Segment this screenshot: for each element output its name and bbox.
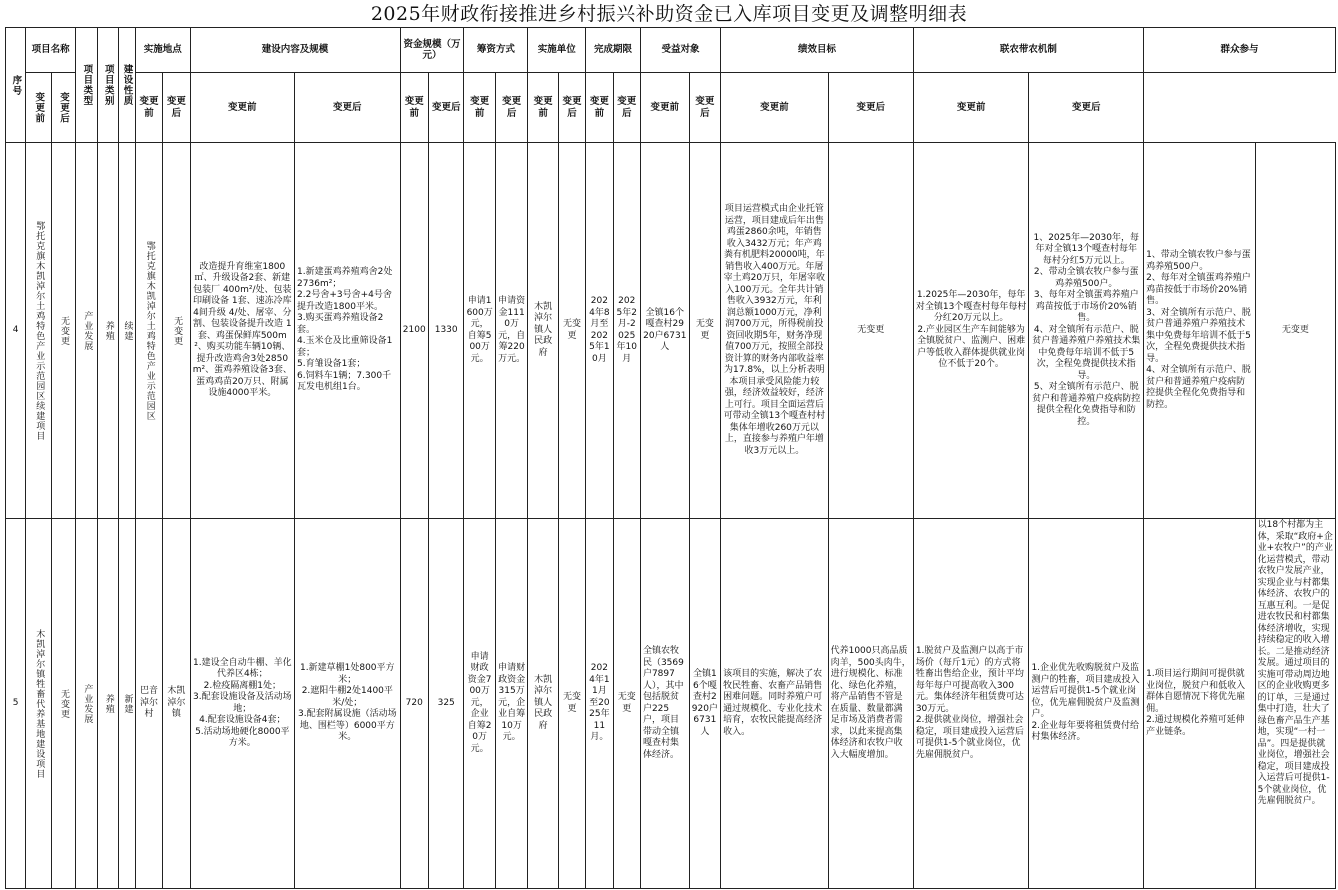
cell-funding-before: 申请财政资金700万元，企业自筹20万元。 xyxy=(464,519,495,889)
subheader-after: 变更后 xyxy=(613,73,640,143)
cell-linkage-after: 1、2025年—2030年，每年对全镇13个嘎查村每年每村分红5万元以上。 2、带动全镇农牧户参与蛋鸡养殖500户。 3、每年对全镇蛋鸡养殖户鸡苗按低于市场价20%销售。 4、对全镇所有示范户、脱贫户普通养殖户养殖技术集中免费每年培训不低于5次，全程免费提供技术指导。 5、对全镇所有示范户、脱贫户和普通养殖户疫病防控提供全程化免费指导和防控。 xyxy=(1029,143,1144,519)
cell-participation-after: 无变更 xyxy=(1255,143,1335,519)
cell-beneficiary-before: 全镇农牧民（3569户7897人），其中包括脱贫户225户，项目带动全镇嘎查村集体经济。 xyxy=(640,519,689,889)
cell-funding-before: 申请1600万元，自筹500万元。 xyxy=(464,143,495,519)
cell-participation-before: 1.项目运行期间可提供就业岗位，脱贫户和低收入群体自愿情况下将优先雇佣。 2.通过规模化养殖可延伸产业链条。 xyxy=(1144,519,1256,889)
table-row xyxy=(6,143,1336,519)
header-linkage: 联农带农机制 xyxy=(913,28,1143,73)
cell-unit-before: 木凯淖尔镇人民政府 xyxy=(528,519,558,889)
header-deadline: 完成期限 xyxy=(586,28,641,73)
header-project-type: 项目类型 xyxy=(75,28,97,143)
cell-funds-before: 2100 xyxy=(400,143,428,519)
subheader-after: 变更后 xyxy=(495,73,527,143)
cell-deadline-before: 2024年11月至2025年11月。 xyxy=(586,519,613,889)
cell-beneficiary-after: 全镇16个嘎查村2920户6731人 xyxy=(689,519,720,889)
subheader-before: 变更前 xyxy=(721,73,829,143)
page-title: 2025年财政衔接推进乡村振兴补助资金已入库项目变更及调整明细表 xyxy=(370,3,968,25)
cell-nature: 续建 xyxy=(118,143,135,519)
table-row xyxy=(6,519,1336,889)
header-funding: 筹资方式 xyxy=(464,28,528,73)
cell-location-before: 鄂托克旗木凯淖尔土鸡特色产业示范园区 xyxy=(135,143,162,519)
cell-linkage-before: 1.脱贫户及监测户以高于市场价（每斤1元）的方式将牲畜出售给企业，预计平均每年每户可提高收入300元。集体经济年租赁费可达30万元。 2.提供就业岗位，增强社会稳定，项目建成投入运营后可提供1-5个就业岗位，优先雇佣脱贫户。 xyxy=(913,519,1029,889)
cell-performance-after: 代养1000只高品质肉羊，500头肉牛，进行规模化、标准化、绿色化养殖，将产品销售不管是在质量、数量都满足市场及消费者需求，以此来提高集体经济和农牧户收入大幅度增加。 xyxy=(828,519,913,889)
cell-location-after: 木凯淖尔镇 xyxy=(163,519,190,889)
cell-deadline-after: 无变更 xyxy=(613,519,640,889)
cell-unit-after: 无变更 xyxy=(558,143,585,519)
subheader-before: 变更前 xyxy=(135,73,162,143)
cell-linkage-after: 1.企业优先收购脱贫户及监测户的牲畜，项目建成投入运营后可提供1-5个就业岗位，优先雇佣脱贫户及监测户。 2.企业每年要将租赁费付给村集体经济。 xyxy=(1029,519,1144,889)
cell-unit-after: 无变更 xyxy=(558,519,585,889)
subheader-after: 变更后 xyxy=(1029,73,1144,143)
cell-name-after: 无变更 xyxy=(51,519,75,889)
cell-name-before: 木凯淖尔镇牲畜代养基地建设项目 xyxy=(26,519,51,889)
cell-linkage-before: 1.2025年—2030年，每年对全镇13个嘎查村每年每村分红20万元以上。 2.产业园区生产车间能够为全镇脱贫户、监测户、困难户等低收入群体提供就业岗位不低于20个。 xyxy=(913,143,1029,519)
header-beneficiary: 受益对象 xyxy=(640,28,720,73)
cell-deadline-after: 2025年2月-2025年10月 xyxy=(613,143,640,519)
subheader-after: 变更后 xyxy=(163,73,190,143)
cell-location-before: 巴音淖尔村 xyxy=(135,519,162,889)
header-project-name: 项目名称 xyxy=(26,28,76,73)
subheader-before: 变更前 xyxy=(190,73,294,143)
project-change-table xyxy=(5,27,1336,889)
cell-beneficiary-after: 无变更 xyxy=(689,143,720,519)
header-project-category: 项目类别 xyxy=(98,28,118,143)
subheader-before: 变更前 xyxy=(528,73,558,143)
cell-category: 养殖 xyxy=(98,519,118,889)
cell-category: 养殖 xyxy=(98,143,118,519)
cell-content-after: 1.新建蛋鸡养殖鸡舍2处2736m²； 2.2号舍+3号舍+4号舍提升改造1800平米。 3.购买蛋鸡养殖设备2套。 4.玉米仓及比重筛设备1套； 5.育雏设备1套； 6.饲料车1辆；7.300千瓦发电机组1台。 xyxy=(295,143,401,519)
cell-seq: 5 xyxy=(6,519,26,889)
cell-nature: 新建 xyxy=(118,519,135,889)
header-unit: 实施单位 xyxy=(528,28,586,73)
subheader-after: 变更后 xyxy=(295,73,401,143)
cell-deadline-before: 2024年8月至2025年10月 xyxy=(586,143,613,519)
subheader-after: 变更后 xyxy=(828,73,913,143)
header-seq: 序号 xyxy=(6,28,26,143)
cell-unit-before: 木凯淖尔镇人民政府 xyxy=(528,143,558,519)
subheader-before: 变更前 xyxy=(464,73,495,143)
cell-funds-before: 720 xyxy=(400,519,428,889)
cell-content-after: 1.新建草棚1处800平方米； 2.遮阳牛棚2处1400平米/处； 3.配套附属设施（活动场地、围栏等）6000平方米。 xyxy=(295,519,401,889)
cell-funding-after: 申请资金1110万元，自筹220万元。 xyxy=(495,143,527,519)
cell-content-before: 改造提升育维室1800㎡、升级设备2套、新建包装厂 400m²/处、包装印刷设备 1套、速冻冷库4间升级 4/处、屠宰、分割、包装设备提升改造 1套、鸡蛋保鲜库500m²、购买功能车辆10辆、提升改造鸡舍3处2850m²、蛋鸡养殖设备3套、蛋鸡鸡苗20万只、附属设施4000平米。 xyxy=(190,143,294,519)
subheader-after: 变更后 xyxy=(689,73,720,143)
cell-performance-before: 项目运营模式由企业托管运营，项目建成后年出售鸡蛋2860余吨，年销售收入3432万元；年产鸡粪有机肥料20000吨，年销售收入400万元。年屠宰土鸡20万只，年屠宰收入100万元。全年共计销售收入3932万元，年利润总额1000万元，净利润700万元，所得税前投资回收期5年，财务净现值700万元，按照全部投资计算的财务内部收益率为17.8%，以上分析表明本项目承受风险能力较强，经济效益较好，经济上可行。项目全面运营后可带动全镇13个嘎查村村集体年增收260万元以上，直接参与养殖户年增收3万元以上。 xyxy=(721,143,829,519)
subheader-before: 变更前 xyxy=(586,73,613,143)
subheader-after: 变更后 xyxy=(558,73,585,143)
subheader-before: 变更前 xyxy=(400,73,428,143)
cell-location-after: 无变更 xyxy=(163,143,190,519)
subheader-after: 变更后 xyxy=(428,73,464,143)
cell-funds-after: 325 xyxy=(428,519,464,889)
cell-participation-before: 1、带动全镇农牧户参与蛋鸡养殖500户。 2、每年对全镇蛋鸡养殖户鸡苗按低于市场价20%销售。 3、对全镇所有示范户、脱贫户普通养殖户养殖技术集中免费每年培训不低于5次，全程免费提供技术指导。 4、对全镇所有示范户、脱贫户和普通养殖户疫病防控提供全程化免费指导和防控。 xyxy=(1144,143,1256,519)
cell-type: 产业发展 xyxy=(75,519,97,889)
cell-name-before: 鄂托克旗木凯淖尔土鸡特色产业示范园区续建项目 xyxy=(26,143,51,519)
subheader-before: 变更前 xyxy=(640,73,689,143)
cell-funding-after: 申请财政资金315万元，企业自筹10万元。 xyxy=(495,519,527,889)
cell-content-before: 1.建设全自动牛棚、羊化代养区4栋； 2.检疫隔离棚1处； 3.配套设施设备及活动场地； 4.配套设施设备4套； 5.活动场地硬化8000平方米。 xyxy=(190,519,294,889)
cell-participation-after: 以18个村都为主体，采取“政府+企业+农牧户”的产业化运营模式，带动农牧户发展产业，实现企业与村都集体经济、农牧户的互惠互利。一是促进农牧民和村都集体经济增收，实现持续稳定的收入增长。二是推动经济发展。通过项目的实施可带动周边地区的企业收购更多的订单，三是通过集中打造，壮大了绿色畜产品生产基地，实现“一村一品”。四是提供就业岗位，增强社会稳定，项目建成投入运营后可提供1-5个就业岗位，优先雇佣脱贫户。 xyxy=(1255,519,1335,889)
cell-funds-after: 1330 xyxy=(428,143,464,519)
cell-type: 产业发展 xyxy=(75,143,97,519)
header-content: 建设内容及规模 xyxy=(190,28,400,73)
subheader-before: 变更前 xyxy=(913,73,1029,143)
cell-beneficiary-before: 全镇16个嘎查村2920户6731人 xyxy=(640,143,689,519)
header-funds: 资金规模（万元） xyxy=(400,28,464,73)
header-performance: 绩效目标 xyxy=(721,28,914,73)
header-participation: 群众参与 xyxy=(1144,28,1336,73)
subheader-after: 变更后 xyxy=(51,73,75,143)
header-location: 实施地点 xyxy=(135,28,190,73)
cell-name-after: 无变更 xyxy=(51,143,75,519)
subheader-before: 变更前 xyxy=(26,73,51,143)
cell-performance-after: 无变更 xyxy=(828,143,913,519)
cell-seq: 4 xyxy=(6,143,26,519)
header-nature: 建设性质 xyxy=(118,28,135,143)
cell-performance-before: 该项目的实施，解决了农牧民牲畜、农畜产品销售困难问题。同时养殖户可通过规模化、专业化技术培育，农牧民能提高经济收入。 xyxy=(721,519,829,889)
